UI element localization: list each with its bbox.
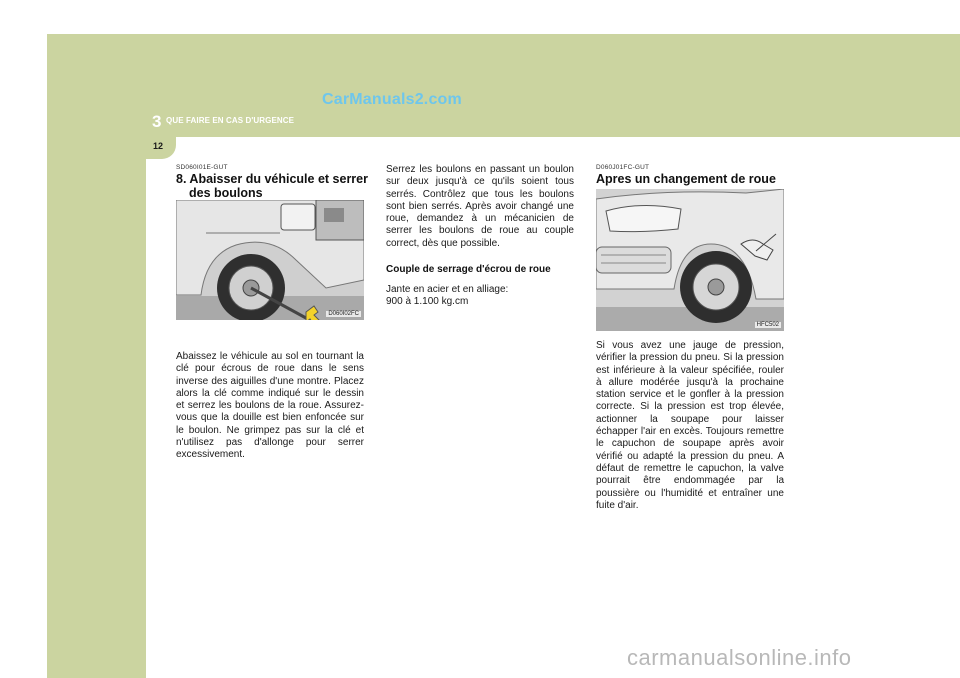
chapter-number: 3: [152, 112, 162, 131]
figure-caption: HFC502: [756, 322, 779, 328]
lowering-vehicle-illustration: [176, 200, 364, 320]
torque-subheading: Couple de serrage d'écrou de roue: [386, 264, 551, 275]
section-heading: [176, 172, 371, 200]
side-band: [47, 137, 146, 678]
section-heading: Apres un changement de roue: [596, 172, 776, 186]
heading-line-2: des boulons: [189, 186, 263, 200]
car-front-wheel-drawing: [596, 189, 784, 331]
body-paragraph: Abaissez le véhicule au sol en tournant la clé pour écrous de roue dans le sens inverse des aiguilles d'une montre. Placez alors la clé comme indiqué sur le dessin et serrez les boulons de la roue. Assurez-vous que la douille est bien enfoncée sur le boulon. Ne grimpez pas sur la clé et n'utilisez pas d'allonge pour serrer excessivement.: [176, 351, 364, 461]
spec-line-1: Jante en acier et en alliage:: [386, 284, 509, 295]
section-code: SD060I01E-GUT: [176, 164, 228, 171]
page-number: 12: [153, 141, 164, 151]
footer-watermark[interactable]: carmanualsonline.info: [627, 645, 852, 670]
car-wheel-wrench-drawing: [176, 200, 364, 320]
body-paragraph: Si vous avez une jauge de pression, vérifier la pression du pneu. Si la pression est inférieure à la valeur spécifiée, rouler à allure modérée jusqu'à la prochaine station service et le gonfler à la pression correcte. Si la pression est trop élevée, actionner la soupape pour laisser échapper l'air en excès. Toujours remettre le capuchon de soupape après avoir vérifié ou adapté la pression du pneu. A défaut de remettre le capuchon, la valve pourrait être endommagée par la poussière ou l'humidité et entraîner une fuite d'air.: [596, 340, 784, 511]
chapter-title: QUE FAIRE EN CAS D'URGENCE: [166, 116, 295, 125]
section-code: D060J01FC-GUT: [596, 164, 650, 171]
pressure-check-illustration: [596, 189, 784, 331]
figure-caption: D060I02FC: [328, 311, 359, 317]
torque-spec: [386, 284, 574, 309]
spec-line-2: 900 à 1.100 kg.cm: [386, 296, 469, 308]
heading-line-1: 8. Abaisser du véhicule et serrer: [176, 172, 368, 186]
site-watermark[interactable]: CarManuals2.com: [322, 91, 462, 108]
body-paragraph: Serrez les boulons en passant un boulon sur deux jusqu'à ce qu'ils soient tous serrés. Contrôlez que tous les boulons sont bien serrés. Après avoir changé une roue, demandez à un mécanicien de serrer les boulons de roue au couple correct, dès que possible.: [386, 164, 574, 249]
